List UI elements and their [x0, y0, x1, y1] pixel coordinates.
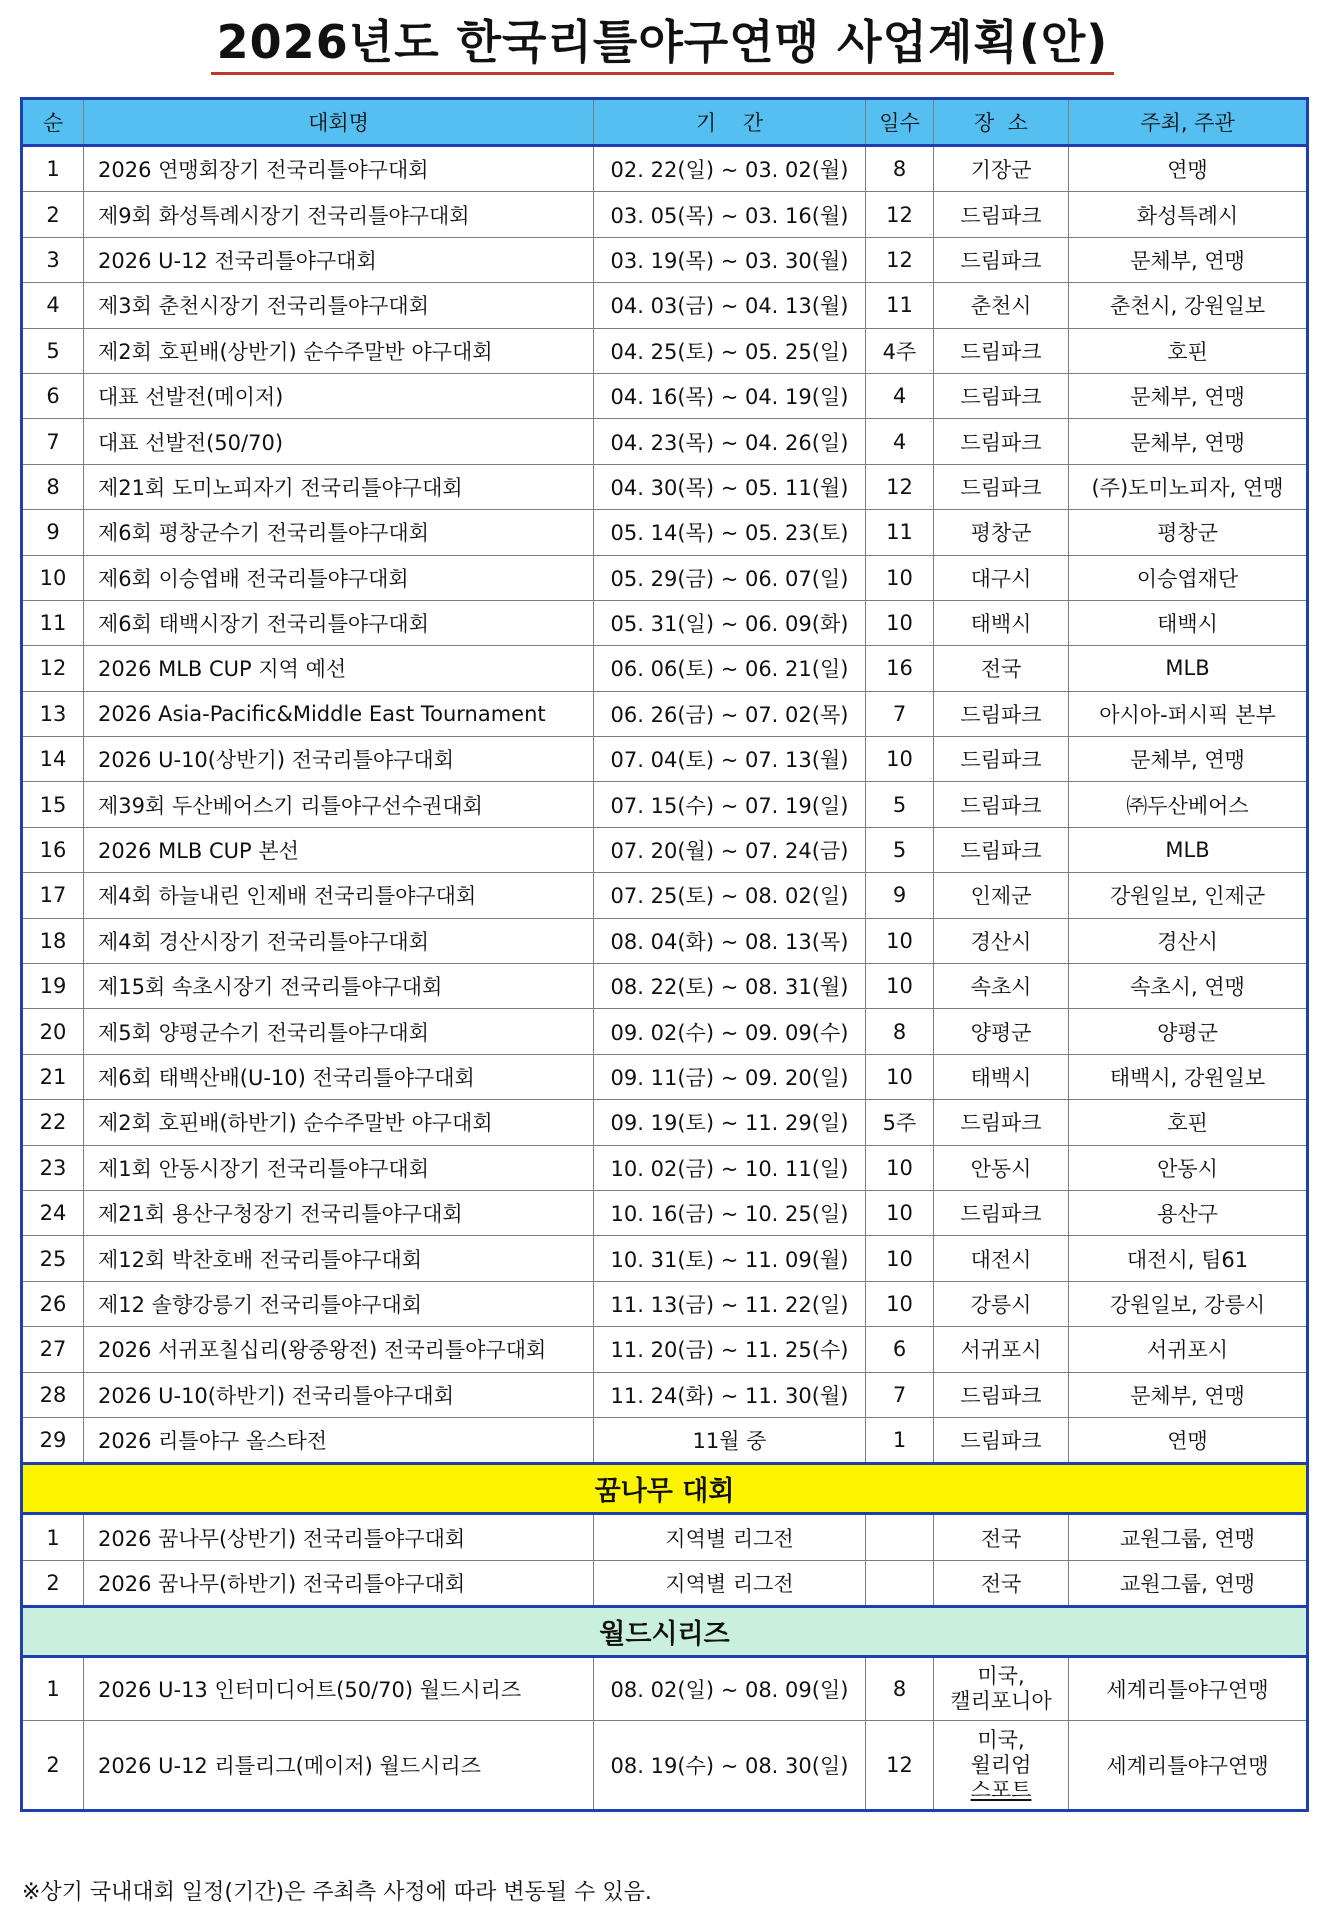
cell-host: 춘천시, 강원일보 [1069, 283, 1308, 328]
cell-no: 1 [22, 1514, 84, 1560]
cell-period: 03. 19(목) ~ 03. 30(월) [594, 237, 866, 282]
cell-days: 4 [866, 419, 934, 464]
venue-line: 윌리엄 [970, 1752, 1032, 1777]
cell-host: MLB [1069, 646, 1308, 691]
cell-no: 20 [22, 1009, 84, 1054]
cell-days: 10 [866, 1236, 934, 1281]
cell-period: 09. 19(토) ~ 11. 29(일) [594, 1100, 866, 1145]
table-row [22, 1721, 1308, 1811]
cell-venue: 경산시 [934, 918, 1069, 963]
cell-no: 27 [22, 1327, 84, 1372]
cell-host: 문체부, 연맹 [1069, 419, 1308, 464]
cell-days: 9 [866, 873, 934, 918]
table-row [22, 237, 1308, 282]
cell-period: 04. 25(토) ~ 05. 25(일) [594, 328, 866, 373]
cell-days [866, 1560, 934, 1606]
cell-name: 제9회 화성특례시장기 전국리틀야구대회 [84, 192, 594, 237]
cell-period: 07. 20(월) ~ 07. 24(금) [594, 827, 866, 872]
cell-host: 문체부, 연맹 [1069, 1372, 1308, 1417]
cell-no: 14 [22, 737, 84, 782]
cell-venue [934, 1657, 1069, 1721]
cell-venue: 드림파크 [934, 1372, 1069, 1417]
cell-no: 4 [22, 283, 84, 328]
cell-period: 04. 23(목) ~ 04. 26(일) [594, 419, 866, 464]
table-row [22, 328, 1308, 373]
cell-host: 이승엽재단 [1069, 555, 1308, 600]
cell-name: 제12 솔향강릉기 전국리틀야구대회 [84, 1281, 594, 1326]
cell-name: 제21회 용산구청장기 전국리틀야구대회 [84, 1190, 594, 1235]
cell-days: 12 [866, 464, 934, 509]
cell-days: 10 [866, 737, 934, 782]
cell-no: 2 [22, 1560, 84, 1606]
dream-section-title: 꿈나무 대회 [22, 1464, 1308, 1514]
cell-period: 11. 20(금) ~ 11. 25(수) [594, 1327, 866, 1372]
table-row [22, 1560, 1308, 1606]
cell-period: 11월 중 [594, 1417, 866, 1463]
cell-period: 03. 05(목) ~ 03. 16(월) [594, 192, 866, 237]
cell-venue: 태백시 [934, 1054, 1069, 1099]
section-header-dream [22, 1464, 1308, 1514]
cell-period: 11. 13(금) ~ 11. 22(일) [594, 1281, 866, 1326]
cell-name: 2026 U-13 인터미디어트(50/70) 월드시리즈 [84, 1657, 594, 1721]
table-row [22, 1514, 1308, 1560]
cell-venue: 드림파크 [934, 373, 1069, 418]
cell-host: 세계리틀야구연맹 [1069, 1657, 1308, 1721]
cell-period: 07. 25(토) ~ 08. 02(일) [594, 873, 866, 918]
cell-period: 07. 04(토) ~ 07. 13(월) [594, 737, 866, 782]
cell-period: 05. 14(목) ~ 05. 23(토) [594, 510, 866, 555]
cell-name: 제39회 두산베어스기 리틀야구선수권대회 [84, 782, 594, 827]
cell-name: 제15회 속초시장기 전국리틀야구대회 [84, 964, 594, 1009]
cell-host: 연맹 [1069, 1417, 1308, 1463]
table-row [22, 283, 1308, 328]
main-rows [22, 146, 1308, 1464]
cell-name: 2026 꿈나무(상반기) 전국리틀야구대회 [84, 1514, 594, 1560]
schedule-table [20, 97, 1309, 1812]
cell-name: 제2회 호핀배(상반기) 순수주말반 야구대회 [84, 328, 594, 373]
cell-days: 12 [866, 1721, 934, 1811]
cell-host: 호핀 [1069, 328, 1308, 373]
cell-period: 09. 02(수) ~ 09. 09(수) [594, 1009, 866, 1054]
cell-period: 11. 24(화) ~ 11. 30(월) [594, 1372, 866, 1417]
cell-no: 3 [22, 237, 84, 282]
cell-venue: 전국 [934, 646, 1069, 691]
cell-no: 11 [22, 600, 84, 645]
cell-venue: 드림파크 [934, 1100, 1069, 1145]
cell-no: 10 [22, 555, 84, 600]
table-row [22, 600, 1308, 645]
cell-days: 10 [866, 1281, 934, 1326]
cell-days: 7 [866, 691, 934, 736]
cell-days: 5주 [866, 1100, 934, 1145]
cell-days: 10 [866, 918, 934, 963]
cell-host: 대전시, 팀61 [1069, 1236, 1308, 1281]
cell-days: 11 [866, 510, 934, 555]
footnote: ※상기 국내대회 일정(기간)은 주최측 사정에 따라 변동될 수 있음. [22, 1880, 652, 1905]
cell-host: (주)도미노피자, 연맹 [1069, 464, 1308, 509]
cell-name: 2026 MLB CUP 지역 예선 [84, 646, 594, 691]
cell-venue: 서귀포시 [934, 1327, 1069, 1372]
cell-no: 1 [22, 1657, 84, 1721]
table-row [22, 1327, 1308, 1372]
cell-no: 2 [22, 1721, 84, 1811]
cell-host: 강원일보, 인제군 [1069, 873, 1308, 918]
page-title: 2026년도 한국리틀야구연맹 사업계획(안) [211, 14, 1115, 75]
cell-host: 용산구 [1069, 1190, 1308, 1235]
cell-period: 08. 02(일) ~ 08. 09(일) [594, 1657, 866, 1721]
cell-days: 12 [866, 237, 934, 282]
cell-period: 지역별 리그전 [594, 1514, 866, 1560]
cell-venue: 드림파크 [934, 691, 1069, 736]
cell-days: 5 [866, 782, 934, 827]
cell-days: 10 [866, 600, 934, 645]
cell-no: 28 [22, 1372, 84, 1417]
cell-venue: 전국 [934, 1560, 1069, 1606]
cell-host: 양평군 [1069, 1009, 1308, 1054]
cell-days: 11 [866, 283, 934, 328]
cell-no: 15 [22, 782, 84, 827]
cell-venue: 안동시 [934, 1145, 1069, 1190]
table-row [22, 464, 1308, 509]
cell-period: 09. 11(금) ~ 09. 20(일) [594, 1054, 866, 1099]
cell-venue: 드림파크 [934, 827, 1069, 872]
cell-no: 29 [22, 1417, 84, 1463]
cell-name: 2026 U-12 전국리틀야구대회 [84, 237, 594, 282]
venue-line: 캘리포니아 [950, 1689, 1052, 1714]
table-row [22, 1281, 1308, 1326]
cell-host: 문체부, 연맹 [1069, 373, 1308, 418]
cell-name: 대표 선발전(메이저) [84, 373, 594, 418]
table-row [22, 1145, 1308, 1190]
table-row [22, 1417, 1308, 1463]
table-row [22, 964, 1308, 1009]
cell-period: 08. 04(화) ~ 08. 13(목) [594, 918, 866, 963]
table-row [22, 373, 1308, 418]
cell-period: 08. 19(수) ~ 08. 30(일) [594, 1721, 866, 1811]
cell-venue: 드림파크 [934, 782, 1069, 827]
table-row [22, 419, 1308, 464]
cell-host: 세계리틀야구연맹 [1069, 1721, 1308, 1811]
cell-no: 19 [22, 964, 84, 1009]
cell-period: 10. 31(토) ~ 11. 09(월) [594, 1236, 866, 1281]
cell-period: 10. 02(금) ~ 10. 11(일) [594, 1145, 866, 1190]
cell-days: 10 [866, 964, 934, 1009]
cell-host: 안동시 [1069, 1145, 1308, 1190]
cell-name: 제4회 경산시장기 전국리틀야구대회 [84, 918, 594, 963]
cell-host: 아시아-퍼시픽 본부 [1069, 691, 1308, 736]
table-row [22, 1100, 1308, 1145]
cell-name: 제6회 태백산배(U-10) 전국리틀야구대회 [84, 1054, 594, 1099]
world-rows [22, 1657, 1308, 1811]
cell-host: 교원그룹, 연맹 [1069, 1560, 1308, 1606]
cell-name: 제3회 춘천시장기 전국리틀야구대회 [84, 283, 594, 328]
cell-host: MLB [1069, 827, 1308, 872]
table-row [22, 646, 1308, 691]
cell-days: 10 [866, 1145, 934, 1190]
cell-host: 태백시 [1069, 600, 1308, 645]
cell-period: 07. 15(수) ~ 07. 19(일) [594, 782, 866, 827]
table-row [22, 1054, 1308, 1099]
cell-venue [934, 1721, 1069, 1811]
cell-no: 6 [22, 373, 84, 418]
venue-line: 스포트 [970, 1777, 1032, 1802]
cell-no: 21 [22, 1054, 84, 1099]
cell-venue: 태백시 [934, 600, 1069, 645]
table-header-row [22, 99, 1308, 146]
table-row [22, 737, 1308, 782]
cell-period: 08. 22(토) ~ 08. 31(월) [594, 964, 866, 1009]
venue-line: 미국, [977, 1727, 1025, 1752]
cell-no: 25 [22, 1236, 84, 1281]
table-row [22, 510, 1308, 555]
cell-venue: 드림파크 [934, 1190, 1069, 1235]
cell-name: 2026 리틀야구 올스타전 [84, 1417, 594, 1463]
header-venue: 장 소 [934, 99, 1069, 146]
cell-period: 04. 03(금) ~ 04. 13(월) [594, 283, 866, 328]
cell-days: 1 [866, 1417, 934, 1463]
table-row [22, 827, 1308, 872]
cell-host: 연맹 [1069, 146, 1308, 192]
cell-host: 속초시, 연맹 [1069, 964, 1308, 1009]
venue-line: 미국, [977, 1664, 1025, 1689]
cell-venue: 양평군 [934, 1009, 1069, 1054]
cell-days [866, 1514, 934, 1560]
cell-host: 평창군 [1069, 510, 1308, 555]
header-period: 기 간 [594, 99, 866, 146]
cell-no: 18 [22, 918, 84, 963]
cell-days: 6 [866, 1327, 934, 1372]
cell-days: 10 [866, 1054, 934, 1099]
cell-name: 제6회 이승엽배 전국리틀야구대회 [84, 555, 594, 600]
cell-host: 문체부, 연맹 [1069, 737, 1308, 782]
cell-no: 24 [22, 1190, 84, 1235]
cell-name: 2026 연맹회장기 전국리틀야구대회 [84, 146, 594, 192]
cell-period: 04. 30(목) ~ 05. 11(월) [594, 464, 866, 509]
cell-name: 제1회 안동시장기 전국리틀야구대회 [84, 1145, 594, 1190]
header-name: 대회명 [84, 99, 594, 146]
cell-venue: 인제군 [934, 873, 1069, 918]
table-row [22, 918, 1308, 963]
cell-host: 호핀 [1069, 1100, 1308, 1145]
cell-days: 12 [866, 192, 934, 237]
table-row [22, 555, 1308, 600]
cell-host: 경산시 [1069, 918, 1308, 963]
cell-venue: 대구시 [934, 555, 1069, 600]
cell-no: 26 [22, 1281, 84, 1326]
cell-name: 대표 선발전(50/70) [84, 419, 594, 464]
cell-period: 06. 26(금) ~ 07. 02(목) [594, 691, 866, 736]
cell-no: 5 [22, 328, 84, 373]
cell-name: 제2회 호핀배(하반기) 순수주말반 야구대회 [84, 1100, 594, 1145]
cell-name: 2026 Asia-Pacific&Middle East Tournament [84, 691, 594, 736]
cell-name: 2026 MLB CUP 본선 [84, 827, 594, 872]
cell-name: 2026 U-10(하반기) 전국리틀야구대회 [84, 1372, 594, 1417]
dream-section [22, 1464, 1308, 1514]
cell-venue: 드림파크 [934, 192, 1069, 237]
cell-venue: 속초시 [934, 964, 1069, 1009]
cell-venue: 평창군 [934, 510, 1069, 555]
cell-period: 02. 22(일) ~ 03. 02(월) [594, 146, 866, 192]
cell-host: 교원그룹, 연맹 [1069, 1514, 1308, 1560]
cell-name: 제21회 도미노피자기 전국리틀야구대회 [84, 464, 594, 509]
world-section-title: 월드시리즈 [22, 1607, 1308, 1657]
cell-venue: 춘천시 [934, 283, 1069, 328]
cell-days: 16 [866, 646, 934, 691]
cell-no: 16 [22, 827, 84, 872]
cell-no: 17 [22, 873, 84, 918]
table-row [22, 691, 1308, 736]
cell-period: 10. 16(금) ~ 10. 25(일) [594, 1190, 866, 1235]
cell-name: 제6회 평창군수기 전국리틀야구대회 [84, 510, 594, 555]
cell-days: 10 [866, 555, 934, 600]
cell-no: 12 [22, 646, 84, 691]
cell-period: 04. 16(목) ~ 04. 19(일) [594, 373, 866, 418]
cell-no: 23 [22, 1145, 84, 1190]
cell-days: 10 [866, 1190, 934, 1235]
table-row [22, 1657, 1308, 1721]
cell-host: 태백시, 강원일보 [1069, 1054, 1308, 1099]
table-row [22, 192, 1308, 237]
cell-name: 제12회 박찬호배 전국리틀야구대회 [84, 1236, 594, 1281]
table-row [22, 146, 1308, 192]
title-wrap [0, 14, 1325, 75]
table-row [22, 873, 1308, 918]
cell-period: 05. 31(일) ~ 06. 09(화) [594, 600, 866, 645]
cell-venue: 대전시 [934, 1236, 1069, 1281]
cell-venue: 드림파크 [934, 737, 1069, 782]
cell-venue: 드림파크 [934, 1417, 1069, 1463]
cell-venue: 기장군 [934, 146, 1069, 192]
cell-days: 7 [866, 1372, 934, 1417]
cell-no: 2 [22, 192, 84, 237]
cell-name: 2026 서귀포칠십리(왕중왕전) 전국리틀야구대회 [84, 1327, 594, 1372]
cell-venue: 전국 [934, 1514, 1069, 1560]
table-row [22, 1190, 1308, 1235]
cell-days: 8 [866, 146, 934, 192]
dream-rows [22, 1514, 1308, 1607]
cell-venue: 드림파크 [934, 237, 1069, 282]
cell-no: 7 [22, 419, 84, 464]
cell-name: 2026 꿈나무(하반기) 전국리틀야구대회 [84, 1560, 594, 1606]
cell-no: 1 [22, 146, 84, 192]
cell-period: 06. 06(토) ~ 06. 21(일) [594, 646, 866, 691]
table-row [22, 1372, 1308, 1417]
cell-period: 지역별 리그전 [594, 1560, 866, 1606]
cell-no: 22 [22, 1100, 84, 1145]
cell-name: 제5회 양평군수기 전국리틀야구대회 [84, 1009, 594, 1054]
world-section [22, 1607, 1308, 1657]
cell-name: 제6회 태백시장기 전국리틀야구대회 [84, 600, 594, 645]
cell-name: 제4회 하늘내린 인제배 전국리틀야구대회 [84, 873, 594, 918]
table-row [22, 782, 1308, 827]
table-row [22, 1236, 1308, 1281]
section-header-world [22, 1607, 1308, 1657]
cell-days: 5 [866, 827, 934, 872]
header-no: 순 [22, 99, 84, 146]
header-host: 주최, 주관 [1069, 99, 1308, 146]
cell-venue: 드림파크 [934, 419, 1069, 464]
cell-days: 4 [866, 373, 934, 418]
cell-host: 서귀포시 [1069, 1327, 1308, 1372]
cell-name: 2026 U-10(상반기) 전국리틀야구대회 [84, 737, 594, 782]
table-row [22, 1009, 1308, 1054]
header-days: 일수 [866, 99, 934, 146]
cell-days: 4주 [866, 328, 934, 373]
cell-days: 8 [866, 1657, 934, 1721]
cell-period: 05. 29(금) ~ 06. 07(일) [594, 555, 866, 600]
cell-host: 강원일보, 강릉시 [1069, 1281, 1308, 1326]
cell-host: 화성특례시 [1069, 192, 1308, 237]
cell-no: 8 [22, 464, 84, 509]
cell-no: 9 [22, 510, 84, 555]
cell-host: 문체부, 연맹 [1069, 237, 1308, 282]
cell-venue: 강릉시 [934, 1281, 1069, 1326]
cell-venue: 드림파크 [934, 328, 1069, 373]
cell-name: 2026 U-12 리틀리그(메이저) 월드시리즈 [84, 1721, 594, 1811]
cell-venue: 드림파크 [934, 464, 1069, 509]
cell-host: ㈜두산베어스 [1069, 782, 1308, 827]
cell-no: 13 [22, 691, 84, 736]
cell-days: 8 [866, 1009, 934, 1054]
